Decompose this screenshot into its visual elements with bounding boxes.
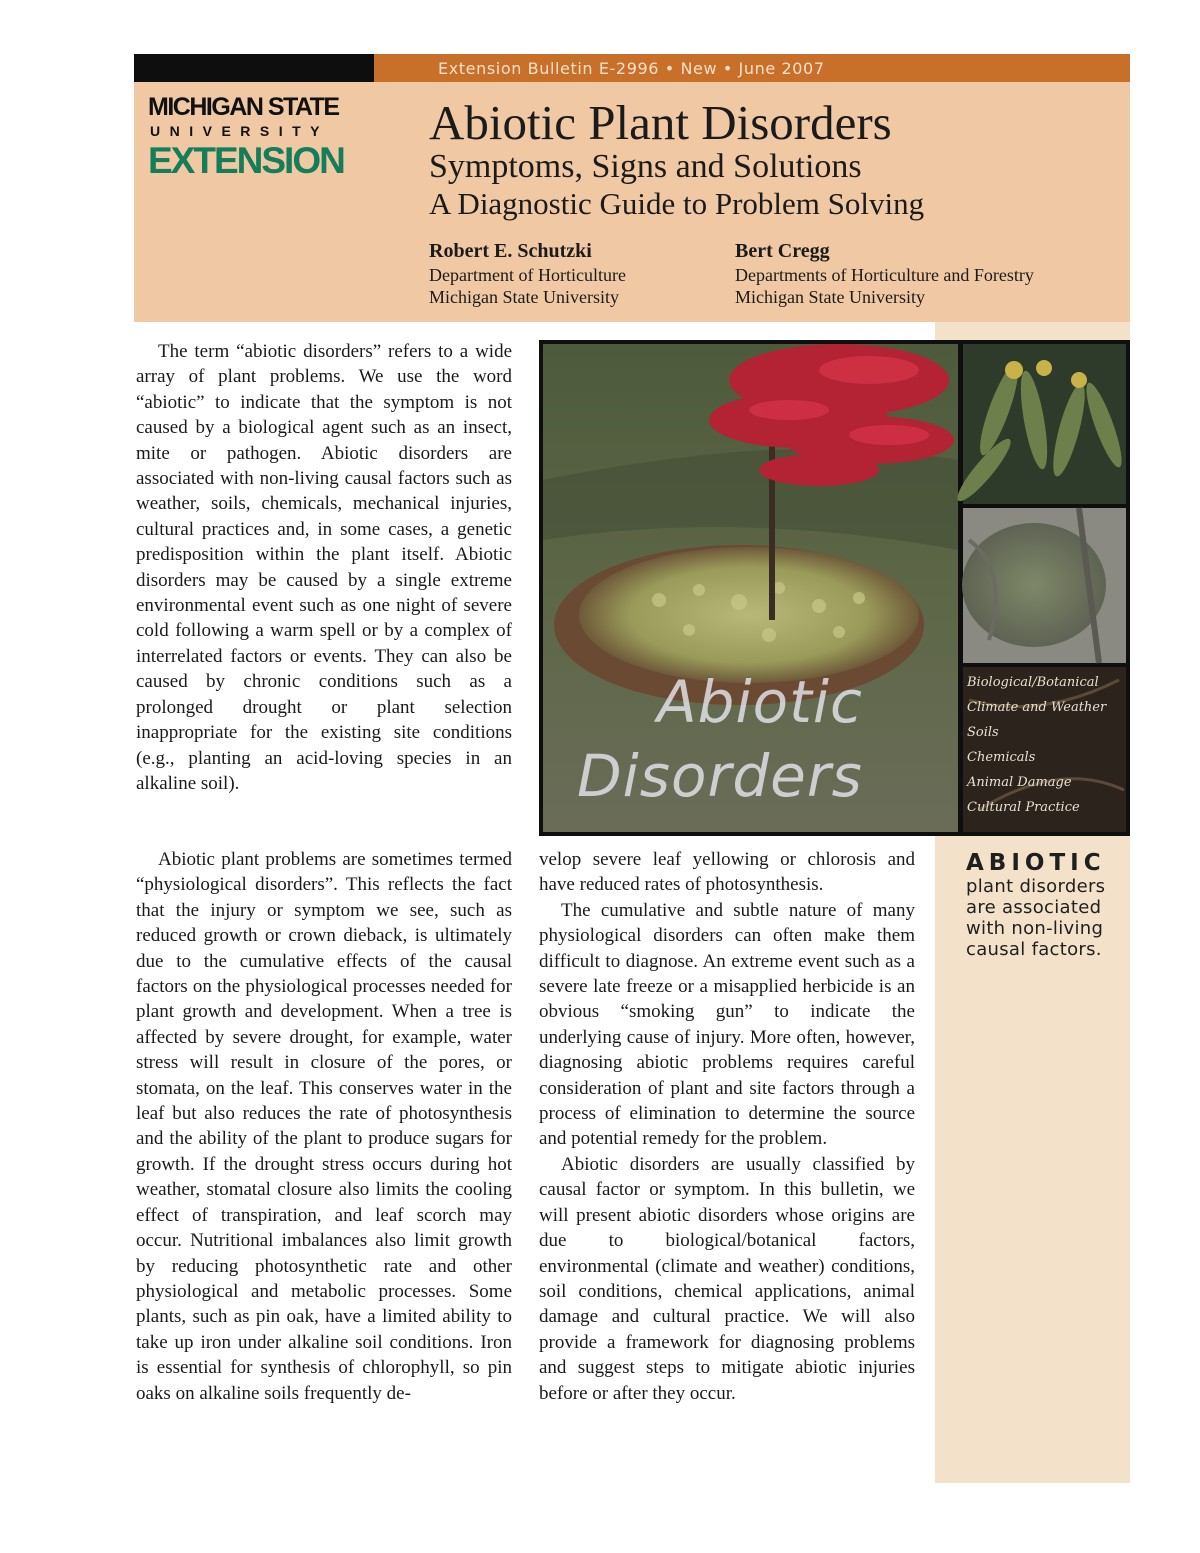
author-name: Bert Cregg xyxy=(735,240,830,262)
author-1 xyxy=(429,238,626,308)
author-2 xyxy=(735,238,1034,308)
author-department: Departments of Horticulture and Forestry xyxy=(735,265,1034,285)
page-title: Abiotic Plant Disorders xyxy=(429,95,892,150)
bulletin-info: Extension Bulletin E-2996 • New • June 2007 xyxy=(438,58,825,78)
subtitle-1: Symptoms, Signs and Solutions xyxy=(429,148,862,185)
body-paragraph: The cumulative and subtle nature of many physiological disorders can often make them difficult to diagnose. An extreme event such as a severe late freeze or a misapplied herbicide is an obvious “smoking gun” to indicate the underlying cause of injury. More often, however, diagnosing abiotic problems requires careful consideration of plant and site factors through a process of elimination to determine the source and potential remedy for the problem. xyxy=(539,899,915,1150)
title-block xyxy=(134,82,1130,322)
body-paragraph: The term “abiotic disorders” refers to a wide array of plant problems. We use the word “abiotic” to indicate that the symptom is not caused by a biological agent such as an insect, mite or pathogen. Abiotic disorders are associated with non-living causal factors such as weather, soils, chemicals, mechanical injuries, cultural practices and, in some cases, a genetic predisposition within the plant itself. Abiotic disorders may be caused by a single extreme environmental event such as one night of severe cold following a warm spell or by a complex of interrelated factors or events. They can also be caused by chronic conditions such as a prolonged drought or plant selection inappropriate for the existing site conditions (e.g., planting an acid-loving species in an alkaline soil). xyxy=(136,341,512,794)
caption-item: Animal Damage xyxy=(967,775,1072,790)
subtitle-2: A Diagnostic Guide to Problem Solving xyxy=(429,186,925,221)
caption-item: Soils xyxy=(967,725,999,740)
photo-collage xyxy=(539,340,1130,836)
body-paragraph: velop severe leaf yellowing or chlorosis and have reduced rates of photosynthesis. xyxy=(539,849,915,896)
body-column-right xyxy=(539,847,915,1406)
pull-quote xyxy=(966,850,1136,960)
logo-line-3: EXTENSION xyxy=(148,140,344,181)
logo-line-2: UNIVERSITY xyxy=(150,123,330,139)
author-institution: Michigan State University xyxy=(735,287,925,307)
caption-item: Cultural Practice xyxy=(967,800,1080,815)
msu-extension-logo xyxy=(148,94,378,180)
body-paragraph: Abiotic disorders are usually classified by causal factor or symptom. In this bulletin, we will present abiotic disorders whose origins are due to biological/botanical factors, environmental (climate and weather) conditions, soil conditions, chemical applications, animal damage and cultural practice. We will also provide a framework for diagnosing problems and suggest steps to mitigate abiotic injuries before or after they occur. xyxy=(539,1153,915,1404)
author-department: Department of Horticulture xyxy=(429,265,626,285)
caption-item: Climate and Weather xyxy=(967,700,1107,715)
collage-title-disorders: Disorders xyxy=(577,742,863,810)
author-institution: Michigan State University xyxy=(429,287,619,307)
logo-line-1: MICHIGAN STATE xyxy=(148,93,339,121)
author-name: Robert E. Schutzki xyxy=(429,240,592,262)
collage-caption-list xyxy=(967,670,1127,820)
caption-item: Chemicals xyxy=(967,750,1036,765)
collage-title-abiotic: Abiotic xyxy=(657,668,863,736)
header-black-bar xyxy=(134,54,374,82)
pull-quote-heading: ABIOTIC xyxy=(966,850,1106,876)
body-column-left-top xyxy=(136,339,512,796)
body-paragraph: Abiotic plant problems are sometimes termed “physiological disorders”. This reflects the fact that the injury or symptom we see, such as reduced growth or crown dieback, is ultimately due to the cumulative effects of the causal factors on the physiological processes needed for plant growth and development. When a tree is affected by severe drought, for example, water stress will result in closure of the pores, or stomata, on the leaf. This conserves water in the leaf but also reduces the rate of photosynthesis and the ability of the plant to produce sugars for growth. If the drought stress occurs during hot weather, stomatal closure also limits the cooling effect of transpiration, and leaf scorch may occur. Nutritional imbalances also limit growth by reducing photosynthetic rate and other physiological and metabolic processes. Some plants, such as pin oak, have a limited ability to take up iron under alkaline soil conditions. Iron is essential for synthesis of chlorophyll, so pin oaks on alkaline soils frequently de- xyxy=(136,849,512,1404)
caption-item: Biological/Botanical xyxy=(967,675,1099,690)
bulletin-bar xyxy=(374,54,1130,82)
body-column-left-bottom xyxy=(136,847,512,1406)
pull-quote-text: plant disorders are associated with non-living causal factors. xyxy=(966,876,1106,960)
